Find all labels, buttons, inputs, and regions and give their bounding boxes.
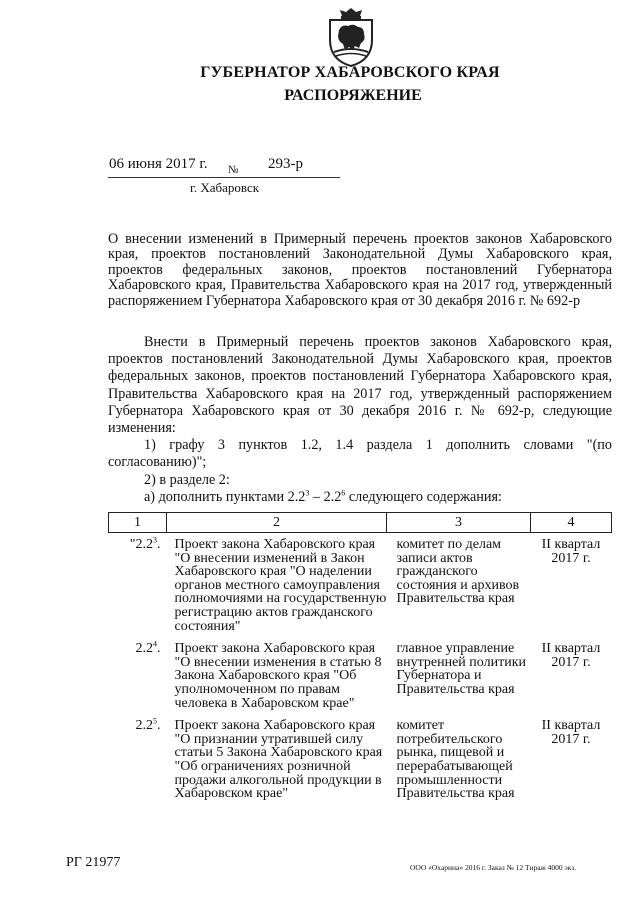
order-number: 293-р bbox=[268, 156, 303, 172]
item-2a-suffix: следующего содержания: bbox=[345, 488, 502, 505]
row-period: II квартал 2017 г. bbox=[541, 641, 601, 670]
row-number bbox=[109, 714, 167, 805]
row-number-end: . bbox=[157, 537, 161, 552]
order-subject: О внесении изменений в Примерный перечень проектов законов Хабаровского края, проектов постановлений Законодательной Думы Хабаровского края, проектов федеральных законов, проектов постановлений Губернатора Хабаровского края, Правительства Хабаровского края на 2017 год, утвержденный распоряжением Губернатора Хабаровского края от 30 декабря 2016 г. № 692-р bbox=[108, 231, 612, 309]
table-row bbox=[109, 714, 612, 805]
row-period: II квартал 2017 г. bbox=[541, 718, 601, 747]
coat-of-arms-emblem bbox=[326, 6, 376, 68]
document-type: РАСПОРЯЖЕНИЕ bbox=[284, 87, 422, 104]
issue-city: г. Хабаровск bbox=[190, 180, 260, 195]
amendments-table bbox=[108, 512, 612, 805]
column-header-4: 4 bbox=[531, 513, 612, 533]
row-number bbox=[109, 637, 167, 714]
row-number-text: 2.2 bbox=[135, 718, 153, 734]
table-header-row bbox=[109, 513, 612, 533]
row-number-sup: 3 bbox=[153, 535, 157, 545]
column-header-2: 2 bbox=[167, 513, 387, 533]
row-executor: главное управление внутренней политики Губернатора и Правительства края bbox=[396, 641, 526, 697]
column-header-3: 3 bbox=[387, 513, 531, 533]
row-project: Проект закона Хабаровского края "О внесении изменений в Закон Хабаровского края "О наделении органов местного самоуправления полномочиями на государственную регистрацию актов гражданского состояния" bbox=[174, 537, 387, 634]
row-number-end: . bbox=[157, 718, 161, 734]
table-row bbox=[109, 533, 612, 638]
row-number bbox=[109, 533, 167, 638]
item-2a-sup-start: 3 bbox=[305, 488, 310, 498]
registration-number: РГ 21977 bbox=[66, 855, 121, 870]
order-body bbox=[108, 334, 612, 506]
table-row bbox=[109, 637, 612, 714]
date-number-underline bbox=[108, 177, 340, 178]
row-project: Проект закона Хабаровского края "О внесении изменения в статью 8 Закона Хабаровского края "Об уполномоченном по правам человека в Хабаровском крае" bbox=[174, 641, 382, 711]
item-2a-dash: – 2.2 bbox=[309, 488, 342, 505]
governor-title: ГУБЕРНАТОР ХАБАРОВСКОГО КРАЯ bbox=[200, 64, 500, 81]
row-executor: комитет по делам записи актов гражданского состояния и архивов Правительства края bbox=[396, 537, 520, 607]
row-period: II квартал 2017 г. bbox=[541, 537, 601, 566]
print-info: ООО «Охарина» 2016 г. Заказ № 12 Тираж 4000 экз. bbox=[410, 863, 577, 872]
item-2a-prefix: а) дополнить пунктами 2.2 bbox=[144, 488, 306, 505]
row-number-sup: 4 bbox=[153, 639, 157, 649]
row-number-text: "2.2 bbox=[129, 537, 153, 552]
order-date: 06 июня 2017 г. bbox=[109, 156, 208, 172]
body-item-2: 2) в разделе 2: bbox=[144, 471, 230, 488]
row-project: Проект закона Хабаровского края "О признании утратившей силу статьи 5 Закона Хабаровского края "Об ограничениях розничной продажи алкогольной продукции в Хабаровском крае" bbox=[174, 718, 383, 802]
row-executor: комитет потребительского рынка, пищевой и перерабатывающей промышленности Правительства края bbox=[396, 718, 515, 802]
body-item-2a bbox=[108, 489, 612, 506]
column-header-1: 1 bbox=[109, 513, 167, 533]
row-number-text: 2.2 bbox=[135, 641, 153, 657]
row-number-sup: 5 bbox=[153, 716, 157, 726]
item-2a-sup-end: 6 bbox=[341, 488, 346, 498]
body-item-1: 1) графу 3 пунктов 1.2, 1.4 раздела 1 дополнить словами "(по согласованию)"; bbox=[108, 437, 612, 471]
row-number-end: . bbox=[157, 641, 161, 657]
number-sign: № bbox=[228, 164, 239, 176]
body-intro: Внести в Примерный перечень проектов законов Хабаровского края, проектов постановлений Законодательной Думы Хабаровского края, проектов федеральных законов, проектов постановлений Губернатора Хабаровского края, Правительства Хабаровского края на 2017 год, утвержденный распоряжением Губернатора Хабаровского края от 30 декабря 2016 г. № 692-р, следующие изменения: bbox=[108, 334, 612, 437]
